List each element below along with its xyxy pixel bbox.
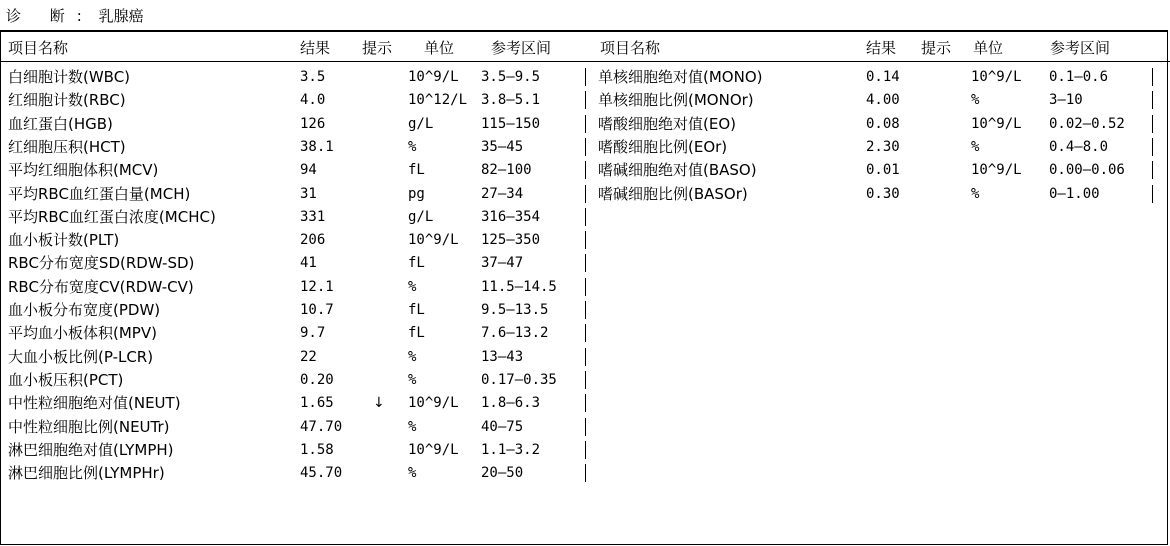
item-name: 中性粒细胞绝对值(NEUT) bbox=[8, 394, 181, 413]
diagnosis-line bbox=[6, 4, 144, 28]
column-separator bbox=[1152, 68, 1153, 86]
item-reference: 13—43 bbox=[481, 348, 524, 365]
item-unit: fL bbox=[408, 255, 425, 272]
column-separator bbox=[585, 371, 586, 389]
header-divider bbox=[0, 61, 1170, 62]
item-result: 47.70 bbox=[300, 418, 343, 435]
item-result: 10.7 bbox=[300, 302, 334, 318]
item-name: 红细胞计数(RBC) bbox=[8, 91, 126, 110]
item-unit: 10^9/L bbox=[408, 69, 459, 85]
table-row bbox=[0, 321, 1170, 345]
column-separator bbox=[585, 278, 586, 296]
column-separator bbox=[1152, 185, 1153, 203]
item-result: 45.70 bbox=[300, 465, 343, 482]
item-unit: % bbox=[408, 348, 417, 365]
item-reference: 115—150 bbox=[481, 115, 541, 132]
item-unit: % bbox=[971, 185, 980, 202]
item-result: 0.14 bbox=[866, 69, 900, 85]
item-reference: 0.1—0.6 bbox=[1049, 69, 1109, 85]
item-name: 白细胞计数(WBC) bbox=[8, 68, 131, 86]
item-reference: 3—10 bbox=[1049, 92, 1083, 109]
item-reference: 1.8—6.3 bbox=[481, 395, 541, 412]
table-header bbox=[0, 36, 1170, 60]
item-name: 大血小板比例(P-LCR) bbox=[8, 347, 154, 366]
item-result: 1.65 bbox=[300, 395, 334, 412]
item-reference: 27—34 bbox=[481, 185, 524, 202]
column-separator bbox=[1152, 138, 1153, 156]
item-result: 126 bbox=[300, 115, 326, 132]
item-result: 0.01 bbox=[866, 162, 900, 179]
item-reference: 3.8—5.1 bbox=[481, 92, 541, 109]
item-result: 41 bbox=[300, 255, 317, 272]
item-result: 1.58 bbox=[300, 441, 334, 458]
column-separator bbox=[585, 441, 586, 459]
item-result: 4.00 bbox=[866, 92, 900, 109]
item-name: 单核细胞比例(MONOr) bbox=[598, 91, 754, 110]
item-unit: 10^12/L bbox=[408, 92, 468, 109]
item-result: 0.30 bbox=[866, 185, 900, 202]
table-row bbox=[0, 461, 1170, 485]
item-result: 31 bbox=[300, 185, 317, 202]
table-row bbox=[0, 228, 1170, 252]
item-name: 单核细胞绝对值(MONO) bbox=[598, 68, 763, 86]
item-unit: % bbox=[408, 418, 417, 435]
table-row bbox=[0, 415, 1170, 439]
diagnosis-label: 诊 断: bbox=[6, 7, 94, 25]
item-unit: % bbox=[408, 278, 417, 295]
column-separator bbox=[585, 68, 586, 86]
table-row bbox=[0, 205, 1170, 229]
table-row bbox=[0, 158, 1170, 182]
item-reference: 0.17—0.35 bbox=[481, 371, 557, 388]
item-reference: 40—75 bbox=[481, 418, 524, 435]
header-unit-right: 单位 bbox=[973, 39, 1004, 57]
item-unit: 10^9/L bbox=[971, 162, 1022, 179]
item-result: 2.30 bbox=[866, 138, 900, 155]
column-separator bbox=[1152, 161, 1153, 179]
column-separator bbox=[585, 138, 586, 156]
item-result: 0.08 bbox=[866, 115, 900, 132]
item-unit: g/L bbox=[408, 115, 434, 132]
table-row bbox=[0, 135, 1170, 159]
item-result: 3.5 bbox=[300, 69, 326, 85]
item-reference: 0.4—8.0 bbox=[1049, 138, 1109, 155]
item-result: 22 bbox=[300, 348, 317, 365]
item-name: 红细胞压积(HCT) bbox=[8, 137, 126, 156]
diagnosis-value: 乳腺癌 bbox=[98, 7, 144, 25]
column-separator bbox=[585, 185, 586, 203]
item-reference: 0—1.00 bbox=[1049, 185, 1100, 202]
column-separator bbox=[585, 208, 586, 226]
header-name-left: 项目名称 bbox=[8, 39, 69, 57]
header-ref-left: 参考区间 bbox=[491, 39, 552, 57]
item-name: 中性粒细胞比例(NEUTr) bbox=[8, 417, 170, 436]
item-reference: 37—47 bbox=[481, 255, 524, 272]
column-separator bbox=[585, 161, 586, 179]
item-name: 淋巴细胞比例(LYMPHr) bbox=[8, 464, 165, 483]
item-name: 嗜酸细胞绝对值(EO) bbox=[598, 114, 736, 133]
column-separator bbox=[585, 91, 586, 109]
item-unit: 10^9/L bbox=[971, 115, 1022, 132]
item-reference: 7.6—13.2 bbox=[481, 325, 549, 342]
item-result: 0.20 bbox=[300, 371, 334, 388]
item-result: 38.1 bbox=[300, 138, 334, 155]
item-name: RBC分布宽度CV(RDW-CV) bbox=[8, 277, 194, 296]
table-row bbox=[0, 368, 1170, 392]
item-unit: fL bbox=[408, 302, 425, 318]
header-ref-right: 参考区间 bbox=[1050, 39, 1111, 57]
item-name: 淋巴细胞绝对值(LYMPH) bbox=[8, 440, 174, 459]
item-unit: % bbox=[971, 92, 980, 109]
item-reference: 316—354 bbox=[481, 208, 541, 225]
item-name: 血小板计数(PLT) bbox=[8, 231, 120, 250]
item-result: 94 bbox=[300, 162, 317, 179]
item-reference: 9.5—13.5 bbox=[481, 302, 549, 318]
item-reference: 125—350 bbox=[481, 232, 541, 249]
item-unit: % bbox=[408, 138, 417, 155]
column-separator bbox=[1152, 91, 1153, 109]
item-reference: 0.00—0.06 bbox=[1049, 162, 1125, 179]
table-row bbox=[0, 298, 1170, 322]
item-name: RBC分布宽度SD(RDW-SD) bbox=[8, 254, 195, 273]
item-name: 平均RBC血红蛋白量(MCH) bbox=[8, 184, 191, 203]
header-unit-left: 单位 bbox=[424, 39, 455, 57]
table-row bbox=[0, 438, 1170, 462]
item-reference: 20—50 bbox=[481, 465, 524, 482]
item-reference: 35—45 bbox=[481, 138, 524, 155]
column-separator bbox=[585, 324, 586, 342]
item-name: 血小板分布宽度(PDW) bbox=[8, 301, 161, 319]
item-flag: ↓ bbox=[373, 395, 385, 412]
item-result: 12.1 bbox=[300, 278, 334, 295]
item-unit: % bbox=[408, 371, 417, 388]
item-unit: 10^9/L bbox=[408, 395, 459, 412]
item-name: 平均血小板体积(MPV) bbox=[8, 324, 157, 343]
column-separator bbox=[585, 301, 586, 319]
item-reference: 11.5—14.5 bbox=[481, 278, 557, 295]
item-result: 9.7 bbox=[300, 325, 326, 342]
column-separator bbox=[585, 254, 586, 272]
item-reference: 82—100 bbox=[481, 162, 532, 179]
table-row bbox=[0, 391, 1170, 415]
column-separator bbox=[585, 464, 586, 482]
item-name: 平均红细胞体积(MCV) bbox=[8, 161, 159, 180]
item-unit: fL bbox=[408, 325, 425, 342]
item-unit: fL bbox=[408, 162, 425, 179]
item-result: 331 bbox=[300, 208, 326, 225]
table-row bbox=[0, 88, 1170, 112]
item-unit: g/L bbox=[408, 208, 434, 225]
item-result: 206 bbox=[300, 232, 326, 249]
item-unit: 10^9/L bbox=[408, 441, 459, 458]
item-name: 血小板压积(PCT) bbox=[8, 370, 124, 389]
item-unit: pg bbox=[408, 185, 425, 202]
item-name: 血红蛋白(HGB) bbox=[8, 114, 113, 133]
header-flag-right: 提示 bbox=[921, 39, 952, 57]
item-name: 嗜碱细胞绝对值(BASO) bbox=[598, 161, 757, 180]
column-separator bbox=[1152, 115, 1153, 133]
table-row bbox=[0, 275, 1170, 299]
item-unit: 10^9/L bbox=[408, 232, 459, 249]
item-reference: 0.02—0.52 bbox=[1049, 115, 1125, 132]
table-row bbox=[0, 65, 1170, 89]
header-flag-left: 提示 bbox=[362, 39, 393, 57]
column-separator bbox=[585, 394, 586, 412]
table-row bbox=[0, 251, 1170, 275]
item-unit: % bbox=[971, 138, 980, 155]
table-row bbox=[0, 345, 1170, 369]
table-row bbox=[0, 112, 1170, 136]
item-unit: % bbox=[408, 465, 417, 482]
column-separator bbox=[585, 231, 586, 249]
column-separator bbox=[585, 418, 586, 436]
item-name: 平均RBC血红蛋白浓度(MCHC) bbox=[8, 207, 216, 226]
item-result: 4.0 bbox=[300, 92, 326, 109]
header-result-right: 结果 bbox=[866, 39, 897, 57]
item-reference: 3.5—9.5 bbox=[481, 69, 541, 85]
table-row bbox=[0, 182, 1170, 206]
header-result-left: 结果 bbox=[300, 39, 331, 57]
item-unit: 10^9/L bbox=[971, 69, 1022, 85]
item-name: 嗜碱细胞比例(BASOr) bbox=[598, 184, 748, 203]
item-name: 嗜酸细胞比例(EOr) bbox=[598, 137, 728, 156]
column-separator bbox=[585, 115, 586, 133]
column-separator bbox=[585, 348, 586, 366]
item-reference: 1.1—3.2 bbox=[481, 441, 541, 458]
header-name-right: 项目名称 bbox=[600, 39, 661, 57]
